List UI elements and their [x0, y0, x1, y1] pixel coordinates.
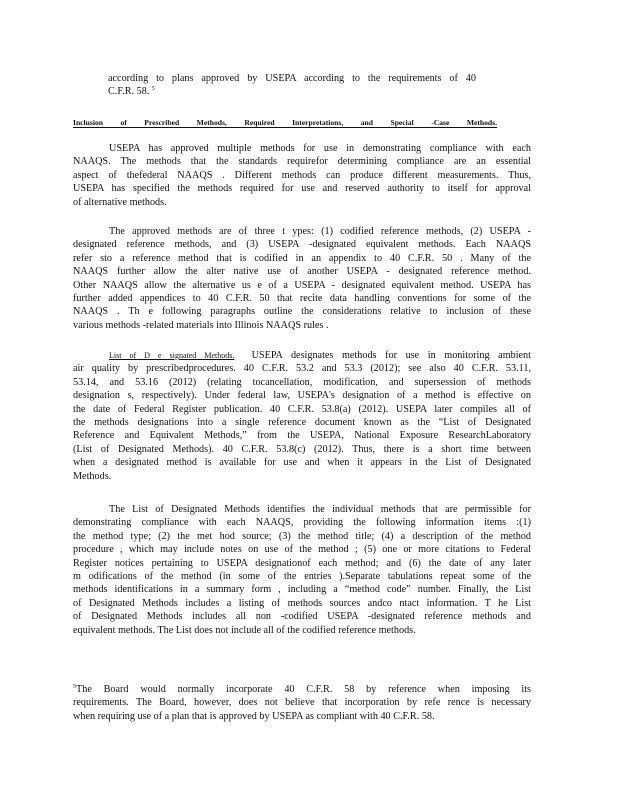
- top-fragment-line: [108, 85, 476, 98]
- paragraph-line: the methods designations into a single reference document known as the “List of Designated: [73, 417, 531, 429]
- paragraph-2: [73, 225, 531, 332]
- paragraph-line: equivalent methods. The List does not include all of the codified reference methods.: [73, 624, 416, 636]
- paragraph-line: Methods.: [73, 470, 112, 482]
- paragraph-line: of Designated Methods includes all non -codified USEPA -designated reference methods and: [73, 611, 531, 623]
- paragraph-line: NAAQS. The methods that the standards requirefor determining compliance are an essential: [73, 156, 531, 168]
- paragraph-line: [73, 349, 531, 362]
- heading-word: and: [360, 118, 373, 127]
- section-heading: [73, 118, 497, 128]
- paragraph-line: Other NAAQS allow the alternative us e of a USEPA - designated equivalent method. USEPA has: [73, 279, 531, 291]
- top-fragment: [108, 72, 476, 99]
- paragraph-line: methods identifications in a summary form , including a “method code” number. Finally, the List: [73, 584, 531, 596]
- paragraph-line: the date of Federal Register publication. 40 C.F.R. 53.8(a) (2012). USEPA later compiles all of: [73, 403, 531, 415]
- paragraph-line: aspect of thefederal NAAQS . Different methods can produce different measurements. Thus,: [73, 169, 531, 181]
- top-fragment-line: according to plans approved by USEPA according to the requirements of 40: [108, 73, 476, 84]
- paragraph-4: [73, 503, 531, 637]
- paragraph-line: designated reference methods, and (3) USEPA -designated equivalent methods. Each NAAQS: [73, 239, 531, 251]
- paragraph-line: the method type; (2) the met hod source; (3) the method title; (4) a description of the method: [73, 530, 531, 542]
- footnote-reference: 5: [151, 86, 155, 93]
- paragraph-line: NAAQS further allow the alter native use of another USEPA - designated reference method.: [73, 266, 531, 278]
- footnote: [73, 683, 531, 723]
- heading-word: Prescribed: [144, 118, 180, 127]
- heading-word: of: [120, 118, 127, 127]
- footnote-line: [73, 683, 531, 696]
- paragraph-line: air quality by prescribedprocedures. 40 C.F.R. 53.2 and 53.3 (2012); see also 40 C.F.R. 53.11,: [73, 363, 531, 375]
- paragraph-line: The List of Designated Methods identifies the individual methods that are permissible for: [109, 504, 531, 515]
- heading-word: -Case: [431, 118, 450, 127]
- footnote-line: when requiring use of a plan that is approved by USEPA as compliant with 40 C.F.R. 58.: [73, 710, 435, 722]
- paragraph-line: refer sto a reference method that is codified in an appendix to 40 C.F.R. 50 . Many of the: [73, 252, 531, 264]
- paragraph-line: various methods -related materials into Illinois NAAQS rules .: [73, 319, 329, 331]
- subheading-list-of-designated-methods: List of D e signated Methods.: [109, 351, 235, 360]
- paragraph-line: when a designated method is available for use and when it appears in the List of Designated: [73, 457, 531, 469]
- paragraph-line: 53.14, and 53.16 (2012) (relating tocancellation, modification, and supersession of methods: [73, 376, 531, 388]
- paragraph-line: of alternative methods.: [73, 196, 167, 208]
- heading-word: Methods.: [466, 118, 497, 127]
- heading-word: Interpretations,: [292, 118, 344, 127]
- paragraph-3: [73, 349, 531, 483]
- paragraph-line: USEPA has approved multiple methods for use in demonstrating compliance with each: [109, 143, 531, 154]
- paragraph-line: further added appendices to 40 C.F.R. 50 that recite data handling conventions for some of the: [73, 293, 531, 305]
- paragraph-line: Reference and Equivalent Methods,” from the USEPA, National Exposure ResearchLaboratory: [73, 430, 531, 442]
- heading-word: Inclusion: [73, 118, 103, 127]
- paragraph-text: USEPA designates methods for use in monitoring ambient: [251, 350, 531, 361]
- heading-word: Methods,: [196, 118, 227, 127]
- footnote-marker: 5: [73, 684, 76, 690]
- top-fragment-text: C.F.R. 58.: [108, 86, 150, 98]
- paragraph-line: The approved methods are of three t ypes: (1) codified reference methods, (2) USEPA -: [109, 226, 531, 237]
- paragraph-line: (List of Designated Methods). 40 C.F.R. 53.8(c) (2012). Thus, there is a short time between: [73, 443, 531, 455]
- heading-word: Required: [244, 118, 275, 127]
- paragraph-line: NAAQS . Th e following paragraphs outline the considerations relative to inclusion of these: [73, 306, 531, 318]
- paragraph-line: Register notices pertaining to USEPA designationof each method; and (6) the date of any later: [73, 557, 531, 569]
- paragraph-line: procedure , which may include notes on use of the method ; (5) one or more citations to Federal: [73, 544, 531, 556]
- paragraph-line: USEPA has specified the methods required for use and reserved authority to itself for approval: [73, 183, 531, 195]
- footnote-text: The Board would normally incorporate 40 C.F.R. 58 by reference when imposing its: [76, 684, 531, 695]
- paragraph-line: of Designated Methods includes a listing of methods sources andco ntact information. T he List: [73, 597, 531, 609]
- paragraph-line: demonstrating compliance with each NAAQS, providing the following information items :(1): [73, 517, 531, 529]
- heading-word: Special: [390, 118, 414, 127]
- paragraph-1: [73, 142, 531, 209]
- paragraph-line: designation s, respectively). Under federal law, USEPA's designation of a method is effective on: [73, 390, 531, 402]
- paragraph-line: m odifications of the method (in some of the entries ).Separate tabulations repeat some of the: [73, 571, 531, 583]
- footnote-line: requirements. The Board, however, does not believe that incorporation by refe rence is necessary: [73, 697, 531, 709]
